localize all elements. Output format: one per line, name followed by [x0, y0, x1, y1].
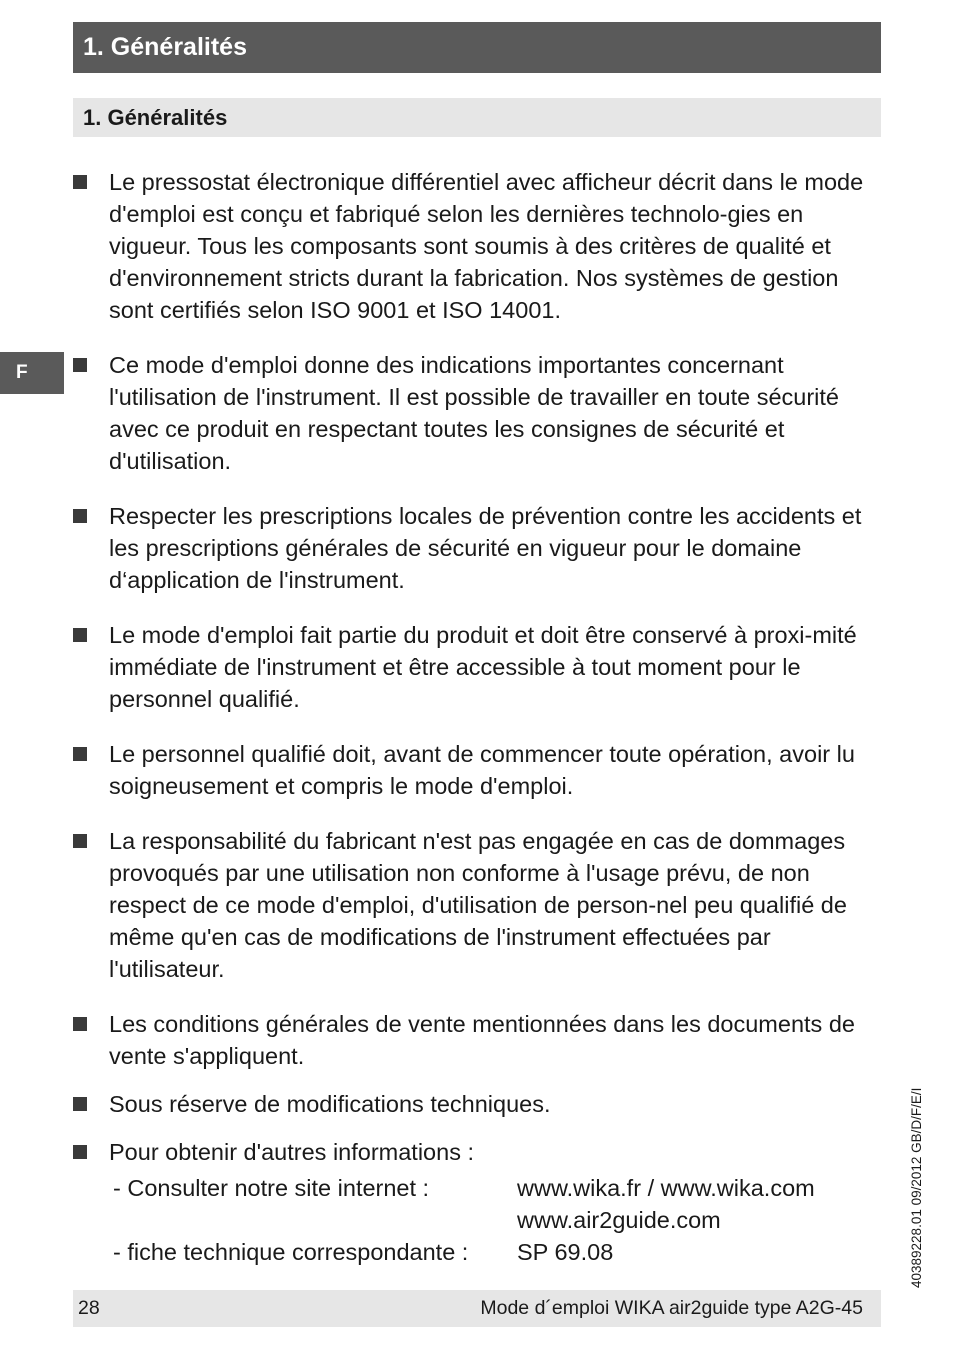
- list-item: [73, 1008, 885, 1072]
- square-bullet-icon: [73, 834, 87, 848]
- list-item-text: Le personnel qualifié doit, avant de commencer toute opération, avoir lu soigneusement et compris le mode d'emploi.: [109, 741, 855, 799]
- section-title: 1. Généralités: [83, 105, 228, 130]
- square-bullet-icon: [73, 1097, 87, 1111]
- square-bullet-icon: [73, 1145, 87, 1159]
- language-tab-label: F: [16, 362, 28, 383]
- info-table: [109, 1172, 885, 1268]
- list-item-text: Respecter les prescriptions locales de prévention contre les accidents et les prescriptions générales de sécurité en vigueur pour le domaine d‘application de l'instrument.: [109, 503, 862, 593]
- list-item-text: Sous réserve de modifications techniques.: [109, 1091, 551, 1117]
- square-bullet-icon: [73, 175, 87, 189]
- list-item: [73, 349, 885, 477]
- list-item: [73, 825, 885, 985]
- list-item: [73, 1088, 885, 1120]
- chapter-header: [73, 22, 881, 73]
- square-bullet-icon: [73, 1017, 87, 1031]
- list-item-text: La responsabilité du fabricant n'est pas engagée en cas de dommages provoqués par une utilisation non conforme à l'usage prévu, de non respect de ce mode d'emploi, d'utilisation de person-nel peu qualifié de même qu'en cas de modifications de l'instrument effectuées par l'utilisateur.: [109, 828, 847, 982]
- list-item: [73, 1136, 885, 1268]
- info-row-datasheet: [109, 1236, 885, 1268]
- list-item: [73, 738, 885, 802]
- square-bullet-icon: [73, 747, 87, 761]
- info-row-website-2: [109, 1204, 885, 1236]
- bullet-list: [73, 166, 885, 1268]
- list-item-text: Les conditions générales de vente mentionnées dans les documents de vente s'appliquent.: [109, 1011, 855, 1069]
- footer-bar: [73, 1290, 881, 1327]
- list-item: [73, 500, 885, 596]
- datasheet-label: - fiche technique correspondante :: [113, 1239, 469, 1265]
- list-item-text: Le pressostat électronique différentiel avec afficheur décrit dans le mode d'emploi est conçu et fabriqué selon les dernières technolo-gies en vigueur. Tous les composants sont soumis à des critères de qualité et d'environnement stricts durant la fabrication. Nos systèmes de gestion sont certifiés selon ISO 9001 et ISO 14001.: [109, 169, 864, 323]
- document-code: 40389228.01 09/2012 GB/D/F/E/I: [909, 1087, 924, 1288]
- square-bullet-icon: [73, 358, 87, 372]
- list-item: [73, 166, 885, 326]
- language-tab: [0, 352, 64, 394]
- website-value-1: www.wika.fr / www.wika.com: [517, 1175, 815, 1201]
- info-row-website: [109, 1172, 885, 1204]
- list-item: [73, 619, 885, 715]
- website-value-2: www.air2guide.com: [517, 1207, 721, 1233]
- chapter-title: 1. Généralités: [83, 33, 247, 61]
- website-label: - Consulter notre site internet :: [113, 1175, 430, 1201]
- section-header: [73, 98, 881, 137]
- empty-label: [109, 1204, 517, 1236]
- datasheet-value: SP 69.08: [517, 1239, 614, 1265]
- list-item-text: Ce mode d'emploi donne des indications importantes concernant l'utilisation de l'instrument. Il est possible de travailler en toute sécurité avec ce produit en respectant toutes les consignes de sécurité et d'utilisation.: [109, 352, 840, 474]
- square-bullet-icon: [73, 628, 87, 642]
- footer-title: Mode d´emploi WIKA air2guide type A2G-45: [480, 1297, 863, 1319]
- list-item-text: Pour obtenir d'autres informations :: [109, 1139, 475, 1165]
- page-number: 28: [78, 1297, 100, 1319]
- square-bullet-icon: [73, 509, 87, 523]
- list-item-text: Le mode d'emploi fait partie du produit et doit être conservé à proxi-mité immédiate de l'instrument et être accessible à tout moment pour le personnel qualifié.: [109, 622, 857, 712]
